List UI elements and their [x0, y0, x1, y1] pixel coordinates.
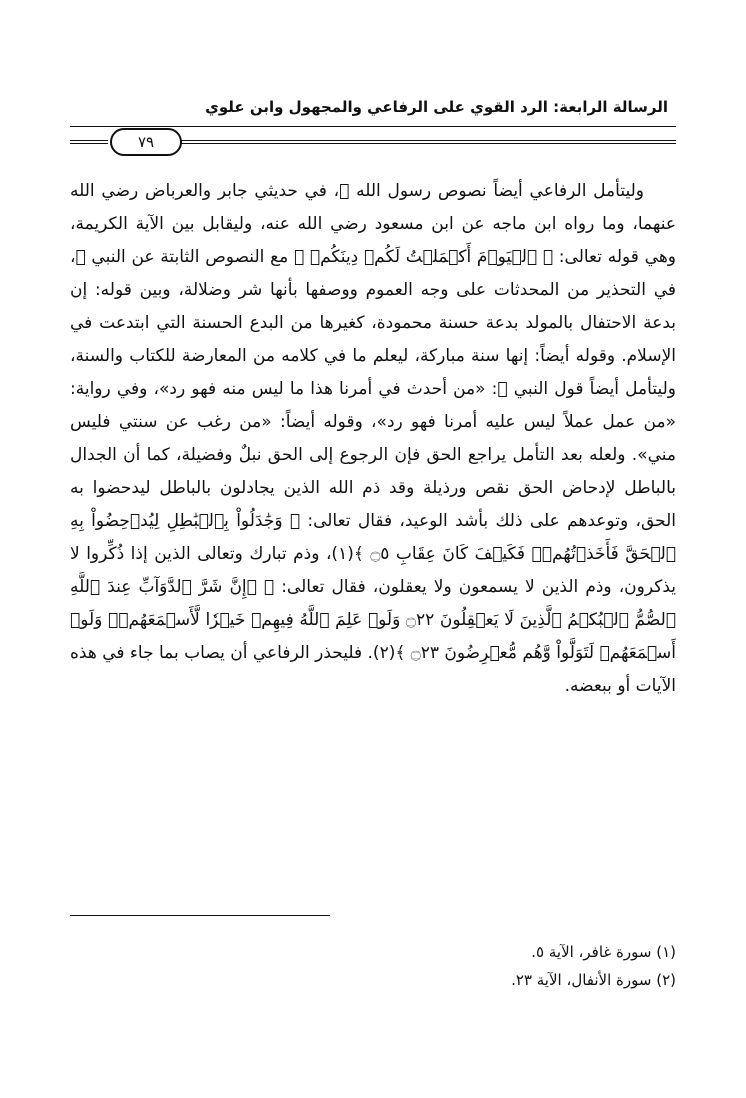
running-title: الرسالة الرابعة: الرد القوي على الرفاعي والمجهول وابن علوي [205, 98, 668, 116]
footnote-1: (١) سورة غافر، الآية ٥. [531, 943, 676, 961]
main-text [70, 175, 676, 703]
footnotes [70, 938, 676, 994]
page-header [70, 98, 676, 154]
page-number: ٧٩ [110, 128, 182, 156]
footnote-divider [70, 915, 330, 916]
footnote-2: (٢) سورة الأنفال، الآية ٢٣. [511, 971, 676, 989]
header-rule-left [70, 140, 108, 144]
header-rule-right [180, 140, 676, 144]
header-rule-top [70, 126, 676, 127]
paragraph: وليتأمل الرفاعي أيضاً نصوص رسول الله ﷺ، في حديثي جابر والعرباض رضي الله عنهما، وما رواه ابن ماجه عن ابن مسعود رضي الله عنه، وليقابل بين الآية الكريمة، وهي قوله تعالى: ﴿ ٱلۡيَوۡمَ أَكۡمَلۡتُ لَكُمۡ دِينَكُمۡ ﴾ مع النصوص الثابتة عن النبي ﷺ، في التحذير من المحدثات على وجه العموم ووصفها بأنها شر وضلالة، وبين قوله: إن بدعة الاحتفال بالمولد بدعة حسنة محمودة، كغيرها من البدع الحسنة التي ابتدعت في الإسلام. وقوله أيضاً: إنها سنة مباركة، ليعلم ما في كلامه من المعارضة للكتاب والسنة، وليتأمل أيضاً قول النبي ﷺ: «من أحدث في أمرنا هذا ما ليس منه فهو رد»، وفي رواية: «من عمل عملاً ليس عليه أمرنا فهو رد»، وقوله أيضاً: «من رغب عن سنتي فليس مني». ولعله بعد التأمل يراجع الحق فإن الرجوع إلى الحق نبلٌ وفضيلة، كما أن الجدال بالباطل لإدحاض الحق نقص ورذيلة وقد ذم الله الذين يجادلون بالباطل ليدحضوا به الحق، وتوعدهم على ذلك بأشد الوعيد، فقال تعالى: ﴿ وَجَٰدَلُواْ بِٱلۡبَٰطِلِ لِيُدۡحِضُواْ بِهِ ٱلۡحَقَّ فَأَخَذۡتُهُمۡۖ فَكَيۡفَ كَانَ عِقَابِ ۝٥ ﴾(١)، وذم تبارك وتعالى الذين إذا ذُكِّروا لا يذكرون، وذم الذين لا يسمعون ولا يعقلون، فقال تعالى: ﴿ ۞إِنَّ شَرَّ ٱلدَّوَآبِّ عِندَ ٱللَّهِ ٱلصُّمُّ ٱلۡبُكۡمُ ٱلَّذِينَ لَا يَعۡقِلُونَ ۝٢٢ وَلَوۡ عَلِمَ ٱللَّهُ فِيهِمۡ خَيۡرٗا لَّأَسۡمَعَهُمۡۖ وَلَوۡ أَسۡمَعَهُمۡ لَتَوَلَّواْ وَّهُم مُّعۡرِضُونَ ۝٢٣ ﴾(٢). فليحذر الرفاعي أن يصاب بما جاء في هذه الآيات أو ببعضه. [70, 181, 677, 696]
